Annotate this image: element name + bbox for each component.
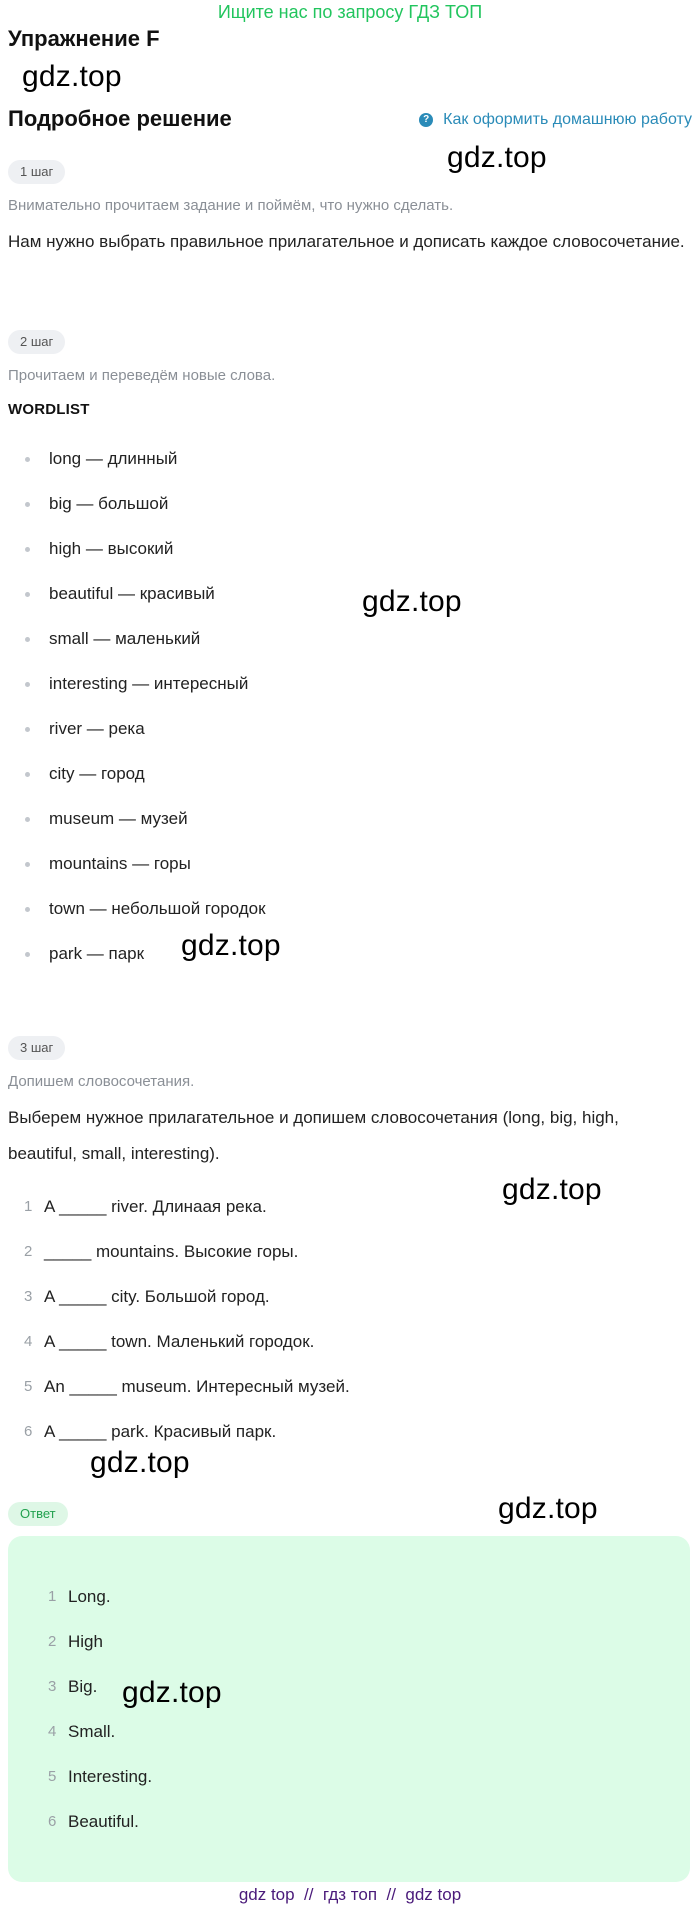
question-icon: ? [419,113,433,127]
list-item [0,808,700,853]
item-text: A _____ city. Большой город. [44,1287,270,1306]
bullet-icon [25,502,30,507]
list-item [0,583,700,628]
item-text: A _____ river. Длинаая река. [44,1197,267,1216]
bullet-icon [25,907,30,912]
step-text: Выберем нужное прилагательное и допишем словосочетания (long, big, high, beautiful, small, interesting). [8,1108,619,1163]
search-banner: Ищите нас по запросу ГДЗ ТОП [217,2,483,22]
item-text: An _____ museum. Интересный музей. [44,1377,350,1396]
item-number: 2 [24,1243,33,1260]
bullet-icon [25,817,30,822]
bullet-icon [25,682,30,687]
watermark: gdz.top [362,585,462,618]
step-description: Прочитаем и переведём новые слова. [8,367,276,384]
word-entry: long — длинный [49,449,178,468]
watermark: gdz.top [502,1173,602,1206]
item-number: 4 [24,1333,33,1350]
answer-badge: Ответ [8,1502,68,1526]
item-number: 3 [24,1288,33,1305]
list-item [8,1811,690,1856]
item-number: 1 [48,1588,57,1605]
watermark: gdz.top [447,141,547,174]
section-title: Подробное решение [8,106,232,131]
list-item [8,1721,690,1766]
list-item [0,538,700,583]
bullet-icon [25,952,30,957]
item-text: A _____ town. Маленький городок. [44,1332,315,1351]
item-number: 6 [24,1423,33,1440]
word-entry: big — большой [49,494,169,513]
item-text: High [68,1632,103,1651]
bullet-icon [25,547,30,552]
item-text: A _____ park. Красивый парк. [44,1422,277,1441]
watermark: gdz.top [122,1676,222,1709]
list-item [0,763,700,808]
item-text: Small. [68,1722,116,1741]
item-number: 5 [48,1768,57,1785]
step-badge: 2 шаг [8,330,65,354]
word-entry: small — маленький [49,629,201,648]
list-item [0,1286,700,1331]
word-entry: river — река [49,719,145,738]
word-entry: interesting — интересный [49,674,249,693]
answer-list [8,1586,690,1856]
watermark: gdz.top [90,1446,190,1479]
step-text: Нам нужно выбрать правильное прилагательное и дописать каждое словосочетание. [8,232,685,251]
word-entry: city — город [49,764,145,783]
word-entry: park — парк [49,944,145,963]
step-badge: 1 шаг [8,160,65,184]
list-item [8,1631,690,1676]
bullet-icon [25,727,30,732]
list-item [0,628,700,673]
item-text: Interesting. [68,1767,153,1786]
howto-link-label: Как оформить домашнюю работу [443,111,692,128]
bullet-icon [25,862,30,867]
list-item [0,673,700,718]
item-text: Big. [68,1677,98,1696]
word-entry: museum — музей [49,809,188,828]
list-item [0,898,700,943]
item-number: 2 [48,1633,57,1650]
footer-links[interactable]: gdz top // гдз топ // gdz top [238,1885,462,1904]
word-entry: mountains — горы [49,854,191,873]
wordlist [0,448,700,988]
list-item [8,1586,690,1631]
step-description: Внимательно прочитаем задание и поймём, что нужно сделать. [8,197,454,214]
list-item [0,1196,700,1241]
list-item [0,1331,700,1376]
item-number: 3 [48,1678,57,1695]
item-text: Beautiful. [68,1812,139,1831]
bullet-icon [25,457,30,462]
word-entry: beautiful — красивый [49,584,215,603]
list-item [0,853,700,898]
bullet-icon [25,637,30,642]
item-text: _____ mountains. Высокие горы. [44,1242,299,1261]
bullet-icon [25,772,30,777]
item-number: 5 [24,1378,33,1395]
step-badge: 3 шаг [8,1036,65,1060]
list-item [0,943,700,988]
list-item [0,718,700,763]
page-title: Упражнение F [8,26,160,51]
word-entry: town — небольшой городок [49,899,266,918]
item-number: 4 [48,1723,57,1740]
word-entry: high — высокий [49,539,174,558]
list-item [0,1241,700,1286]
item-number: 1 [24,1198,33,1215]
exercise-list [0,1196,700,1466]
answer-box [8,1536,690,1882]
watermark: gdz.top [181,929,281,962]
item-number: 6 [48,1813,57,1830]
list-item [8,1676,690,1721]
list-item [8,1766,690,1811]
howto-link[interactable] [419,110,692,130]
watermark: gdz.top [22,60,122,93]
step-description: Допишем словосочетания. [8,1073,195,1090]
list-item [0,448,700,493]
list-item [0,493,700,538]
bullet-icon [25,592,30,597]
watermark: gdz.top [498,1492,598,1525]
list-item [0,1376,700,1421]
wordlist-title: WORDLIST [8,401,90,418]
item-text: Long. [68,1587,111,1606]
